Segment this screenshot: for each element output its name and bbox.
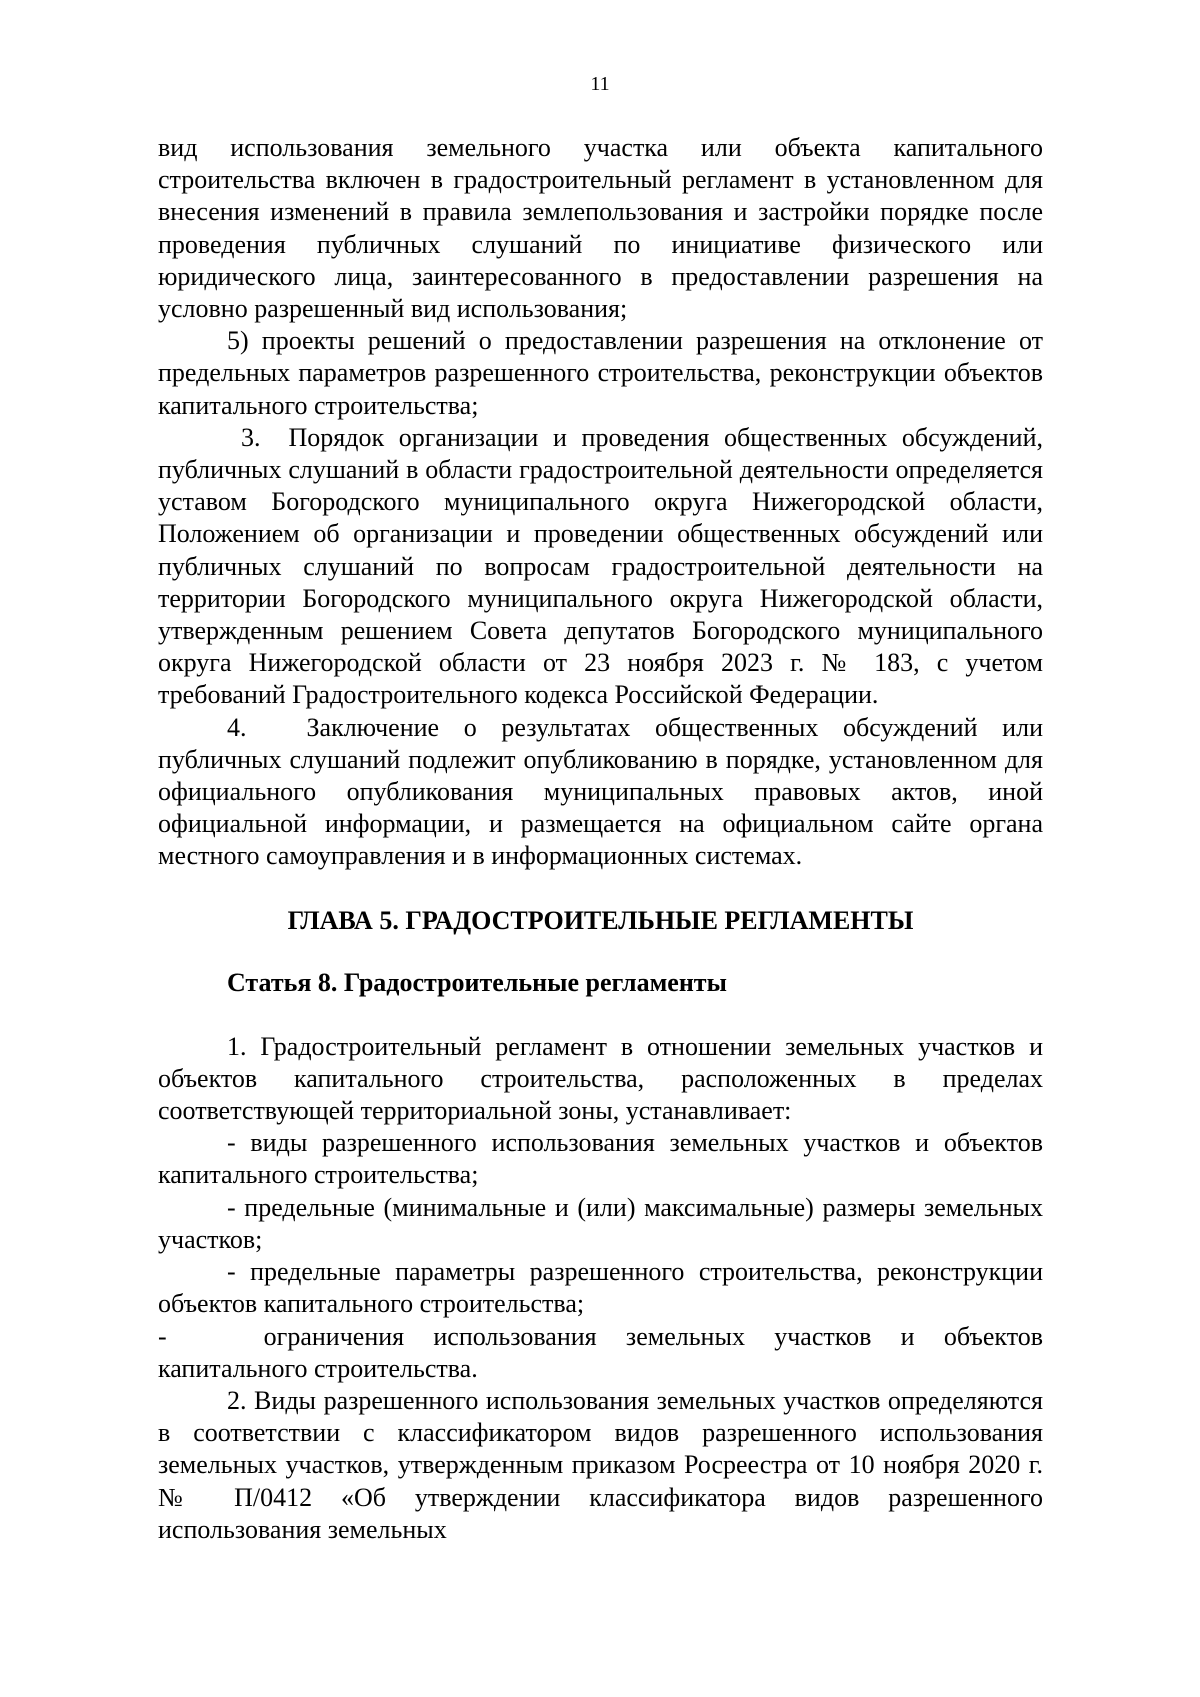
article-paragraph-1: 1. Градостроительный регламент в отношении земельных участков и объектов капитального строительства, расположенных в пределах соответствующей территориальной зоны, устанавливает:	[158, 1031, 1043, 1126]
chapter-heading: ГЛАВА 5. ГРАДОСТРОИТЕЛЬНЫЕ РЕГЛАМЕНТЫ	[287, 905, 914, 935]
paragraph-section-4	[158, 712, 1043, 873]
paragraph-continuation: вид использования земельного участка или объекта капитального строительства включен в градостроительный регламент в установленном для внесения изменений в правила землепользования и застройки порядке после проведения публичных слушаний по инициативе физического или юридического лица, заинтересованного в предоставлении разрешения на условно разрешенный вид использования;	[158, 133, 1043, 324]
paragraph-section-3	[158, 422, 1043, 712]
section-4-text: Заключение о результатах общественных обсуждений или публичных слушаний подлежит опубликованию в порядке, установленном для официального опубликования муниципальных правовых актов, иной официальной информации, и размещается на официальном сайте органа местного самоуправления и в информационных системах.	[158, 712, 1043, 871]
section-3-number: 3.	[241, 422, 261, 452]
article-paragraph-2: 2. Виды разрешенного использования земельных участков определяются в соответствии с классификатором видов разрешенного использования земельных участков, утвержденным приказом Росреестра от 10 ноября 2020 г. № П/0412 «Об утверждении классификатора видов разрешенного использования земельных	[158, 1385, 1043, 1544]
list-dash: -	[158, 1321, 167, 1351]
restrictions-text: ограничения использования земельных участков и объектов капитального строительства.	[158, 1321, 1043, 1383]
section-4-number: 4.	[227, 712, 247, 742]
document-body	[158, 132, 1043, 1546]
page-number: 11	[590, 73, 610, 95]
article-heading: Статья 8. Градостроительные регламенты	[227, 967, 727, 997]
list-item-construction-parameters: - предельные параметры разрешенного строительства, реконструкции объектов капитального строительства;	[158, 1257, 1043, 1319]
paragraph-item-5: 5) проекты решений о предоставлении разрешения на отклонение от предельных параметров разрешенного строительства, реконструкции объектов капитального строительства;	[158, 326, 1043, 420]
list-item-plot-sizes: - предельные (минимальные и (или) максимальные) размеры земельных участков;	[158, 1192, 1043, 1254]
section-3-text: Порядок организации и проведения общественных обсуждений, публичных слушаний в области градостроительной деятельности определяется уставом Богородского муниципального округа Нижегородской области, Положением об организации и проведении общественных обсуждений или публичных слушаний по вопросам градостроительной деятельности на территории Богородского муниципального округа Нижегородской области, утвержденным решением Совета депутатов Богородского муниципального округа Нижегородской области от 23 ноября 2023 г. № 183, с учетом требований Градостроительного кодекса Российской Федерации.	[158, 422, 1043, 710]
list-item-permitted-uses: - виды разрешенного использования земельных участков и объектов капитального строительства;	[158, 1128, 1043, 1190]
list-item-restrictions	[158, 1321, 1043, 1385]
